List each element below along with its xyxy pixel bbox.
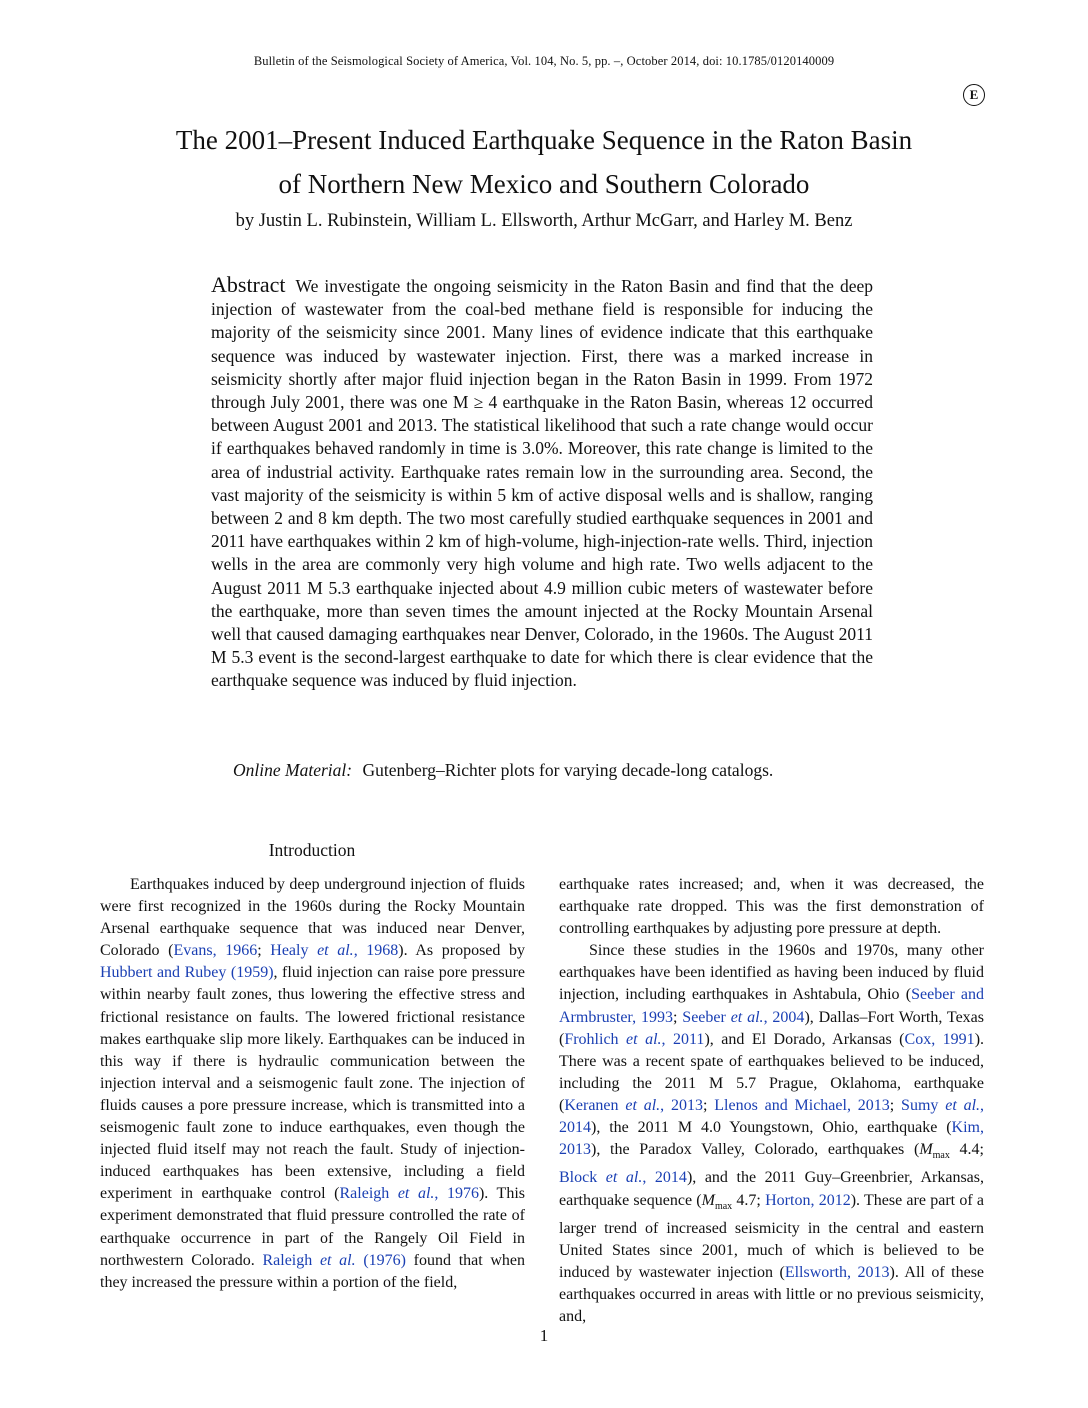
abstract [211,273,873,693]
text-run: ). All of these earthquakes occurred in areas with little or no previous seismicity, and, [559,1263,985,1326]
text-run: ), the 2011 M 4.0 Youngstown, Ohio, earthquake ( [591,1119,952,1137]
text-run: , fluid injection can raise pore pressure within nearby fault zones, thus lowering the effective stress and frictional resistance on faults. The lowered frictional resistance makes earthquake slip more likely. Earthquakes can be induced in this way if there is hydraulic communication between the injection interval and a seismogenic fault zone. The injection of fluids causes a pore pressure increase, which is transmitted into a seismogenic fault zone to induce earthquakes, even though the injected fluid itself may not reach the fault. Study of injection-induced earthquakes has been extensive, including a field experiment in earthquake control ( [100,964,525,1203]
page-number: 1 [539,1326,549,1345]
citation-etal: et al. [730,1008,764,1026]
citation-year: , 2004 [763,1008,805,1026]
citation-link[interactable]: Ellsworth, 2013 [784,1263,890,1281]
online-material-text: Gutenberg–Richter plots for varying decade-long catalogs. [362,760,774,780]
citation-author: Keranen [564,1096,626,1114]
citation-year: , 2011 [661,1030,705,1048]
citation-year: , 1968 [353,942,399,960]
citation-link[interactable]: Cox, 1991 [904,1030,975,1048]
citation-author: Seeber [682,1008,731,1026]
text-run: ), Dallas–Fort Worth, Texas ( [559,1008,985,1048]
citation-link[interactable] [564,1031,704,1048]
citation-year: , 1976 [434,1185,479,1203]
text-run: Since these studies in the 1960s and 1970s, many other earthquakes have been identified as having been induced by fluid injection, including earthquakes in Ashtabula, Ohio ( [559,942,984,1004]
citation-link[interactable]: Llenos and Michael, 2013 [714,1096,890,1114]
citation-link[interactable]: Seeber and Armbruster, 1993 [559,986,984,1026]
citation-etal: et al. [605,1169,643,1187]
section-heading: Introduction [268,840,356,860]
magnitude-symbol: M [701,1191,715,1209]
title-line-2: of Northern New Mexico and Southern Colorado [278,169,810,199]
citation-link[interactable] [270,942,398,959]
paragraph [100,874,525,1294]
magnitude-symbol: M [919,1141,933,1159]
citation-etal: et al. [317,942,354,960]
citation-link[interactable] [564,1097,703,1114]
text-run: found that when they increased the pressure within a portion of the field, [100,1251,526,1291]
text-run: Earthquakes induced by deep underground injection of fluids were first recognized in the 1960s during the Rocky Mountain Arsenal earthquake sequence that was induced near Denver, Colorado ( [100,876,525,960]
citation-year: (1976) [355,1251,406,1269]
online-material [233,760,773,781]
text-run: ; [257,942,271,960]
text-run: 4.4; [949,1141,984,1159]
citation-author: Sumy [901,1096,946,1114]
paragraph [559,940,984,1328]
paper-title [100,118,988,206]
title-line-1: The 2001–Present Induced Earthquake Sequence in the Raton Basin [175,125,913,155]
citation-link[interactable] [682,1009,804,1026]
text-run: ). These are part of a larger trend of increased seismicity in the central and eastern United States since 2001, much of which is believed to be induced by wastewater injection ( [559,1191,985,1281]
citation-year: , 2013 [660,1096,703,1114]
citation-link[interactable] [559,1169,687,1186]
text-run: ), and the 2011 Guy–Greenbrier, Arkansas, earthquake sequence ( [559,1169,985,1209]
citation-author: Block [559,1169,606,1187]
citation-etal: et al. [319,1251,356,1269]
citation-author: Raleigh [339,1185,398,1203]
text-run: ; [889,1096,902,1114]
magnitude-subscript: max [932,1150,950,1162]
citation-link[interactable]: Evans, 1966 [173,942,258,960]
right-column [559,874,984,1328]
paragraph: earthquake rates increased; and, when it was decreased, the earthquake rate dropped. This was the first demonstration of controlling earthquakes by adjusting pore pressure at depth. [559,876,984,938]
online-material-label: Online Material: [233,760,353,780]
text-run: ; [672,1008,683,1026]
citation-link[interactable]: Hubbert and Rubey (1959) [100,964,274,982]
citation-author: Frohlich [564,1030,627,1048]
citation-etal: et al. [625,1096,661,1114]
text-run: ), the Paradox Valley, Colorado, earthquakes ( [591,1141,920,1159]
electronic-supplement-icon: E [963,84,985,106]
citation-author: Healy [270,942,318,960]
citation-etal: et al. [397,1185,435,1203]
citation-link[interactable] [340,1185,479,1202]
citation-year: , 2014 [559,1096,985,1137]
text-run: ), and El Dorado, Arkansas ( [704,1030,905,1048]
text-run: ). There was a recent spate of earthquakes believed to be induced, including the 2011 M 5.7 Prague, Oklahoma, earthquake ( [559,1030,985,1114]
author-list: by Justin L. Rubinstein, William L. Ellsworth, Arthur McGarr, and Harley M. Benz [235,211,853,231]
text-run: ). This experiment demonstrated that fluid pressure controlled the rate of earthquake occurrence in part of the Rangely Oil Field in northwestern Colorado. [100,1185,525,1269]
left-column [100,874,525,1294]
citation-year: , 2014 [642,1169,687,1187]
text-run: ). As proposed by [398,942,526,960]
abstract-text: We investigate the ongoing seismicity in the Raton Basin and find that the deep injection of wastewater from the coal-bed methane field is responsible for inducing the majority of the seismicity since 2001. Many lines of evidence indicate that this earthquake sequence was induced by wastewater injection. First, there was a marked increase in seismicity shortly after major fluid injection began in the Raton Basin in 1999. From 1972 through July 2001, there was one M ≥ 4 earthquake in the Raton Basin, whereas 12 occurred between August 2001 and 2013. The statistical likelihood that such a rate change would occur if earthquakes behaved randomly in time is 3.0%. Moreover, this rate change is limited to the area of industrial activity. Earthquake rates remain low in the surrounding area. Second, the vast majority of the seismicity is within 5 km of active disposal wells and is shallow, ranging between 2 and 8 km depth. The two most carefully studied earthquake sequences in 2001 and 2011 have earthquakes within 2 km of high-volume, high-injection-rate wells. Third, injection wells in the area are commonly very high volume and high rate. Two wells adjacent to the August 2011 M 5.3 earthquake injected about 4.9 million cubic meters of wastewater before the earthquake, more than seven times the amount injected at the Rocky Mountain Arsenal well that caused damaging earthquakes near Denver, Colorado, in the 1960s. The August 2011 M 5.3 event is the second-largest earthquake to date for which there is clear evidence that the earthquake sequence was induced by fluid injection. [211,276,873,691]
text-run: 4.7; [732,1191,766,1209]
abstract-label: Abstract [211,272,286,297]
citation-link[interactable]: Kim, 2013 [559,1119,984,1159]
citation-link[interactable] [262,1252,406,1269]
citation-etal: et al. [626,1030,662,1048]
citation-link[interactable]: Horton, 2012 [765,1191,851,1209]
magnitude-subscript: max [714,1200,733,1212]
citation-etal: et al. [945,1096,981,1114]
running-head: Bulletin of the Seismological Society of America, Vol. 104, No. 5, pp. –, October 2014, doi: 10.1785/0120140009 [253,54,835,68]
text-run: ; [702,1096,715,1114]
citation-author: Raleigh [262,1251,320,1269]
